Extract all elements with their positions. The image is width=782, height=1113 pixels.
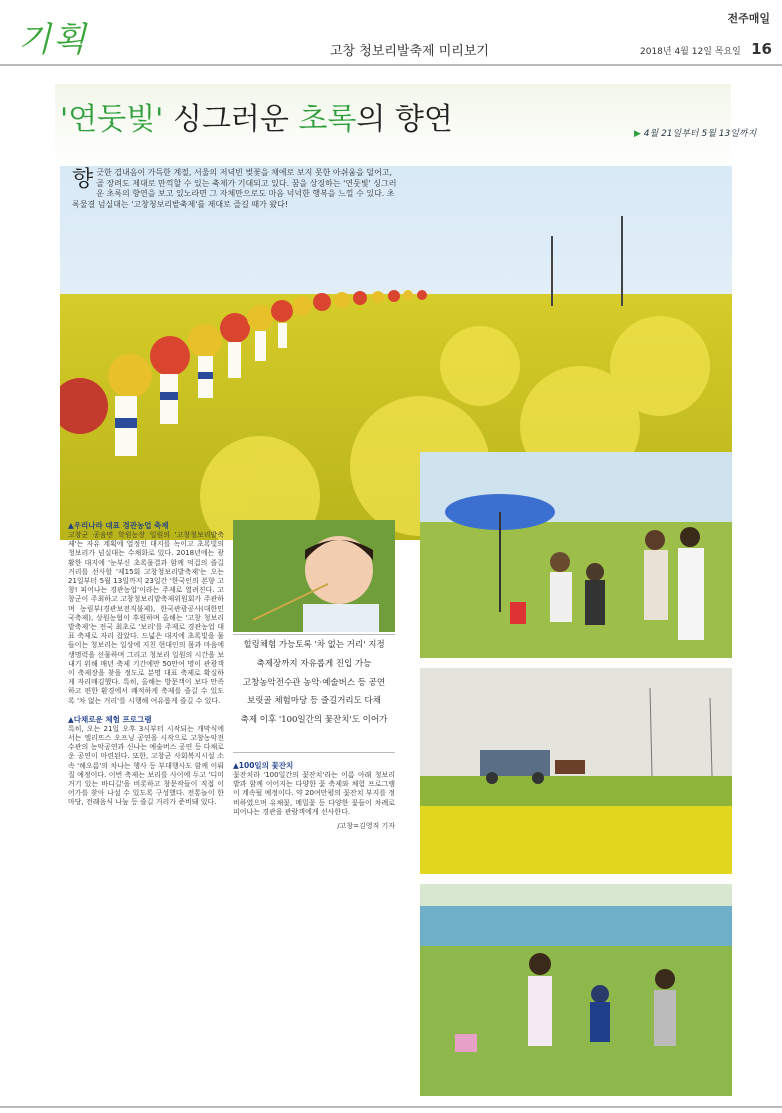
lead-paragraph: 향긋한 겹내음이 가득한 계절, 서울의 저녁빈 벚꽃을 채에로 보지 못한 아쉬움을 덜어고, 골 장려도 제대로 만끽할 수 있는 축제가 기대되고 있다. 꿈을 상징하는 '연둣빛' 싱그러운 초록의 향연을 보고 있노라면 그 자체만으로도 마음 넉넉한 행복을 느낄 수 있다. 초록물결 넘실대는 '고창청보리밭축제'를 제대로 즐길 때가 왔다!: [72, 167, 397, 209]
body-text: 고창군 공음면 학원농장 일원의 '고창청보리밭축제'는 자유 계획에 열정인 대지를 녹이고 초록빛의 청보리가 넘실대는 수채화로 있다. 2018년에는 광활한 대지에 '눈부신 초록물결과 함께 억겁의 즐길거리를 선사할 '제15회 고창청보리밭축제'는 오는 21일부터 5월 13일까지 23일간 '한국인의 본향 고창! 피어나는 경관농업'이라는 주제로 열려진다. 고창군이 주최하고 고창청보리밭축제위원회가 주관하며 농림부(경관보전직불제), 한국관광공사(대한민국축제), 상원농협이 후원하며 올해는 '고창 청보리밭축제'는 전국 최초로 '보리'를 주제로 경관농업 대표 축제로 자리 잡았다. 드넓은 대지에 초록빛을 물들이는 청보리는 일상에 지친 현대인의 몸과 마음에 생명력을 선물하며 그리고 청보리 일원의 시간을 보내기 위해 매년 축제 기간에만 50만여 명이 관광객이 축제장을 찾을 정도로 분명 대표 축제로 확실하게 자리매김했다. 특히, 올해는 방문객이 보다 만족하고 편한 환경에서 쾌적하게 축제를 즐길 수 있도록 '차 없는 거리'를 시행해 여유롭게 즐길 수 있다.: [68, 531, 224, 705]
body-text: 꽃잔치라 '100일간의 꽃잔치'라는 이름 아래 청보리밭과 함께 이어지는 다양한 꽃 축제와 체험 프로그램이 계속될 예정이다. 약 20여만평의 꽃잔치 부지를 정비하였으며 유채꽃, 메밀꽃 등 다양한 꽃들이 차례로 피어나는 경관을 관람객에게 선사한다.: [233, 771, 395, 816]
page-number: 16: [751, 40, 772, 58]
section-title: 고창 청보리발축제 미리보기: [330, 44, 489, 59]
column-1: [68, 520, 224, 808]
section-heading: ▲다채로운 체험 프로그램: [68, 714, 152, 724]
callout-line: 고창농악전수관 농악·예술버스 등 공연: [242, 677, 386, 688]
callout-line: 힐링체험 가능토록 '차 없는 거리' 지정: [243, 640, 385, 650]
period-label: ▶ 4월 21일부터 5월 13일까지: [634, 129, 757, 139]
section-heading: ▲100일의 꽃잔치: [233, 761, 294, 770]
callout-rule-bottom: [233, 752, 395, 753]
callout-rule-top: [233, 634, 395, 635]
column-2: [233, 760, 395, 831]
section-heading: ▲우리나라 대표 경관농업 축제: [68, 521, 169, 530]
photo-boy: [233, 520, 395, 632]
callout-line: 보릿골 체험마당 등 즐길거리도 다채: [247, 696, 381, 707]
dateline: 2018년 4월 12일 목요일: [640, 47, 741, 57]
section-logo: 기획: [18, 20, 88, 60]
callout-line: 축제장까지 자유롭게 진입 가능: [256, 658, 372, 669]
paper-name: 전주매일: [727, 12, 770, 25]
photo-carriage: [420, 668, 732, 874]
callout-line: 축제 이후 '100일간의 꽃잔치'도 이어가: [240, 715, 388, 726]
headline: '연둣빛' 싱그러운 초록의 향연: [60, 102, 453, 137]
byline: /고창=김영직 기자: [337, 822, 395, 831]
photo-visitors: [420, 452, 732, 658]
top-rule: [0, 64, 782, 66]
callout-box: [233, 636, 395, 748]
body-text: 특히, 오는 21일 오후 3시부터 시작되는 개막식에서는 엘리뜨스 오프닝 공연을 시작으로 고창농악전수관의 농악공연과 신나는 예술버스 공연 등 다채로운 공연이 마련된다. 또한, 고창군 사회복지시설 소속 '해오름'의 차나는 행사 등 부대행사도 함께 이뤄질 예정이다. 이번 축제는 보리를 사이에 두고 '디미거기 있는 바디길'을 비롯하고 창문작들이 직접 이어가를 찾아 나설 수 있도록 구성했다. 전통놀이 한마당, 전래음식 나눔 등 즐길 거리가 준비돼 있다.: [68, 724, 224, 807]
photo-children: [420, 884, 732, 1096]
bottom-rule: [0, 1106, 782, 1108]
